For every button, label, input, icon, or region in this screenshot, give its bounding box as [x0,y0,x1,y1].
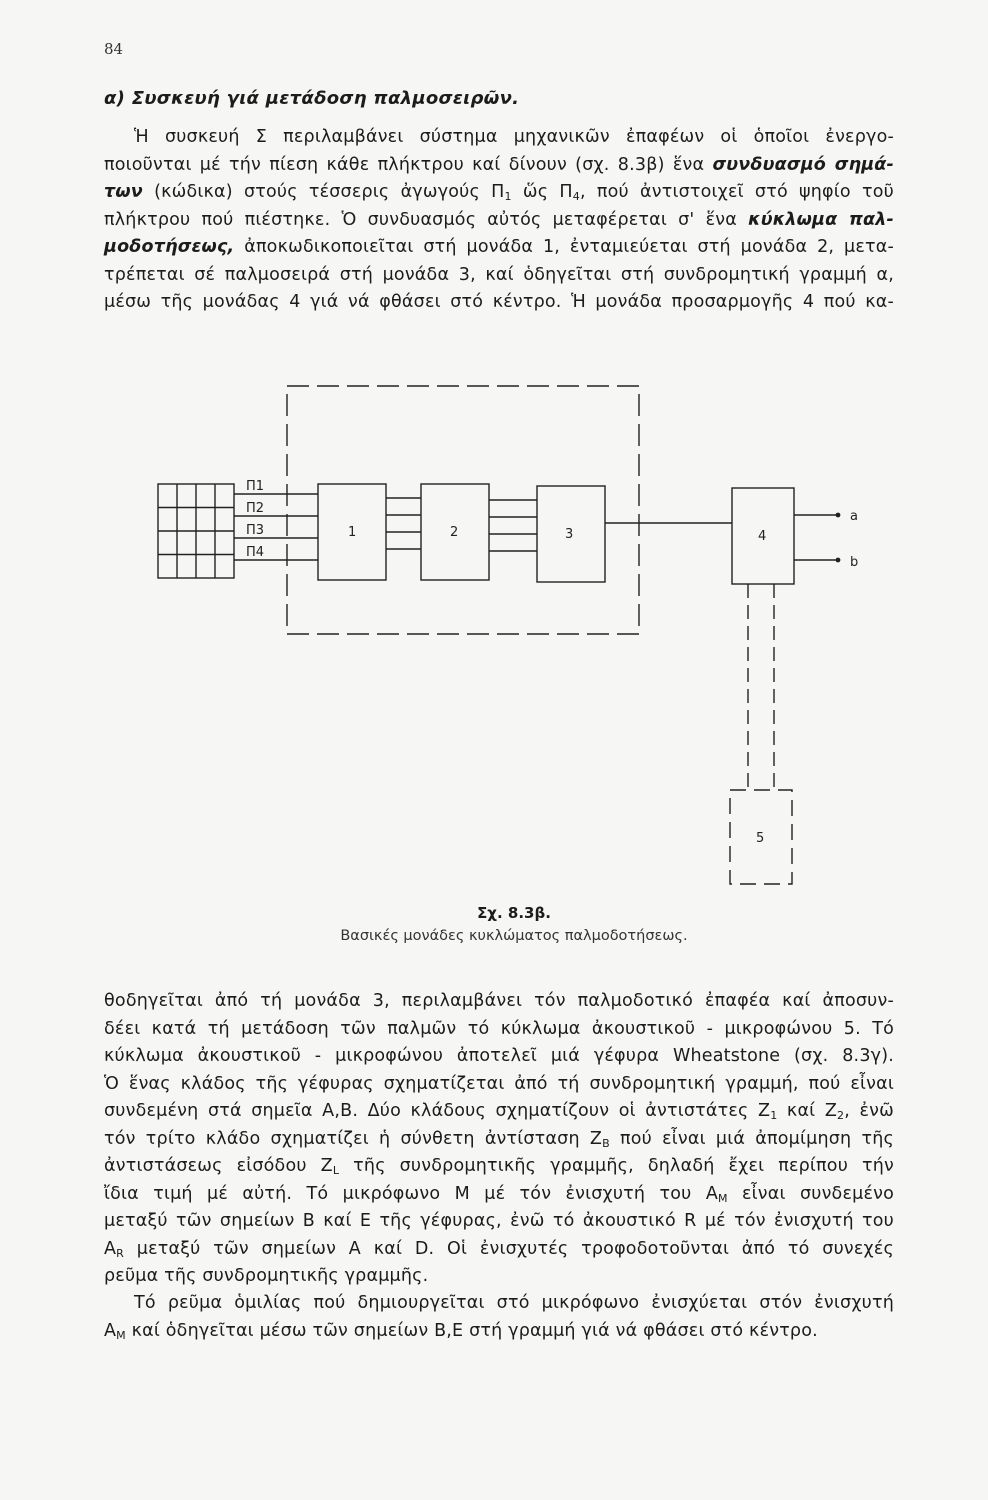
wire-label-p4: Π4 [246,545,265,560]
text-line: δέει κατά τή μετάδοση τῶν παλμῶν τό κύκλωμα ἀκουστικοῦ - μικροφώνου 5. Τό [104,1018,894,1039]
text-line: πλήκτρου πού πιέστηκε. Ὁ συνδυασμός αὐτός μεταφέρεται σ' ἕνα κύκλωμα παλ- [104,209,894,230]
text-line: συνδεμένη στά σημεῖα Α,Β. Δύο κλάδους σχηματίζουν οἱ ἀντιστάτες $Z_1$ καί $Z_2$, ἐνῶ [104,1101,894,1122]
text-line: Ὁ ἕνας κλάδος τῆς γέφυρας σχηματίζεται ἀπό τή συνδρομητική γραμμή, πού εἶναι [104,1073,894,1094]
text-line: ἴδια τιμή μέ αὐτή. Τό μικρόφωνο Μ μέ τόν ἐνισχυτή του $A_M$ εἶναι συνδεμένο [104,1183,894,1205]
figure-caption-text: Βασικές μονάδες κυκλώματος παλμοδοτήσεως. [340,928,688,944]
emphasis-term: των [104,182,143,202]
text-line: των (κώδικα) στούς τέσσερις ἀγωγούς $\Pi_1$ ὥς $\Pi_4$, πού ἀντιστοιχεῖ στό ψηφίο τοῦ [104,182,894,203]
text-line: μοδοτήσεως, ἀποκωδικοποιεῖται στή μονάδα 1, ἐνταμιεύεται στή μονάδα 2, μετα- [104,237,894,257]
text-line: ποιοῦνται μέ τήν πίεση κάθε πλήκτρου καί δίνουν (σχ. 8.3β) ἕνα συνδυασμό σημά- [104,154,894,175]
emphasis-term: συνδυασμό σημά- [712,154,894,175]
text-line: τρέπεται σέ παλμοσειρά στή μονάδα 3, καί ὁδηγεῖται στή συνδρομητική γραμμή α, [104,264,894,285]
unit-2-label: 2 [450,525,459,540]
emphasis-term: κύκλωμα παλ- [748,209,894,230]
unit-1-label: 1 [348,525,357,540]
text-line: θοδηγεῖται ἀπό τή μονάδα 3, περιλαμβάνει τόν παλμοδοτικό ἐπαφέα καί ἀποσυν- [104,991,894,1011]
links-1-2 [386,498,421,549]
text-line: Τό ρεῦμα ὁμιλίας πού δημιουργεῖται στό μικρόφωνο ἐνισχύεται στόν ἐνισχυτή [134,1293,894,1313]
text-line: ἀντιστάσεως εἰσόδου $Z_L$ τῆς συνδρομητικῆς γραμμῆς, δηλαδή ἔχει περίπου τήν [104,1156,894,1177]
block-diagram-svg [150,378,870,898]
text-line: μεταξύ τῶν σημείων Β καί Ε τῆς γέφυρας, ἐνῶ τό ἀκουστικό R μέ τόν ἐνισχυτή του [104,1211,894,1231]
text-line: $A_R$ μεταξύ τῶν σημείων Α καί D. Οἱ ἐνισχυτές τροφοδοτοῦνται ἀπό τό συνεχές [104,1238,894,1260]
paragraph-3 [104,1290,894,1345]
text-line: ρεῦμα τῆς συνδρομητικῆς γραμμῆς. [104,1266,429,1286]
paragraph-2 [104,988,894,1291]
paragraph-1 [104,124,894,317]
wire-label-p2: Π2 [246,501,265,516]
figure-caption-label: Σχ. 8.3β. [477,904,551,922]
links-2-3 [489,500,537,551]
text-line: $A_M$ καί ὁδηγεῖται μέσω τῶν σημείων Β,Ε στή γραμμή γιά νά φθάσει στό κέντρο. [104,1320,818,1342]
wire-label-p3: Π3 [246,523,265,538]
unit-5-label: 5 [756,831,765,846]
block-diagram [150,378,870,898]
unit-3-label: 3 [565,527,574,542]
terminal-a-label: a [850,509,858,524]
terminal-b-dot [836,558,841,563]
section-heading: α) Συσκευή γιά μετάδοση παλμοσειρῶν. [104,88,520,109]
text-line: Ἡ συσκευή Σ περιλαμβάνει σύστημα μηχανικῶν ἐπαφέων οἱ ὁποῖοι ἐνεργο- [134,127,894,147]
terminal-b-label: b [850,555,859,570]
device-enclosure [287,386,639,634]
text-line: κύκλωμα ἀκουστικοῦ - μικροφώνου ἀποτελεῖ μιά γέφυρα Wheatstone (σχ. 8.3γ). [104,1046,894,1066]
page-number: 84 [104,40,124,58]
unit-4-label: 4 [758,529,767,544]
text-line: τόν τρίτο κλάδο σχηματίζει ἡ σύνθετη ἀντίσταση $Z_B$ πού εἶναι μιά ἀπομίμηση τῆς [104,1128,894,1150]
wire-label-p1: Π1 [246,479,265,494]
keypad-grid [158,484,234,578]
emphasis-term: μοδοτήσεως, [104,237,235,257]
text-line: μέσω τῆς μονάδας 4 γιά νά φθάσει στό κέντρο. Ἡ μονάδα προσαρμογῆς 4 πού κα- [104,292,894,312]
terminal-a-dot [836,513,841,518]
